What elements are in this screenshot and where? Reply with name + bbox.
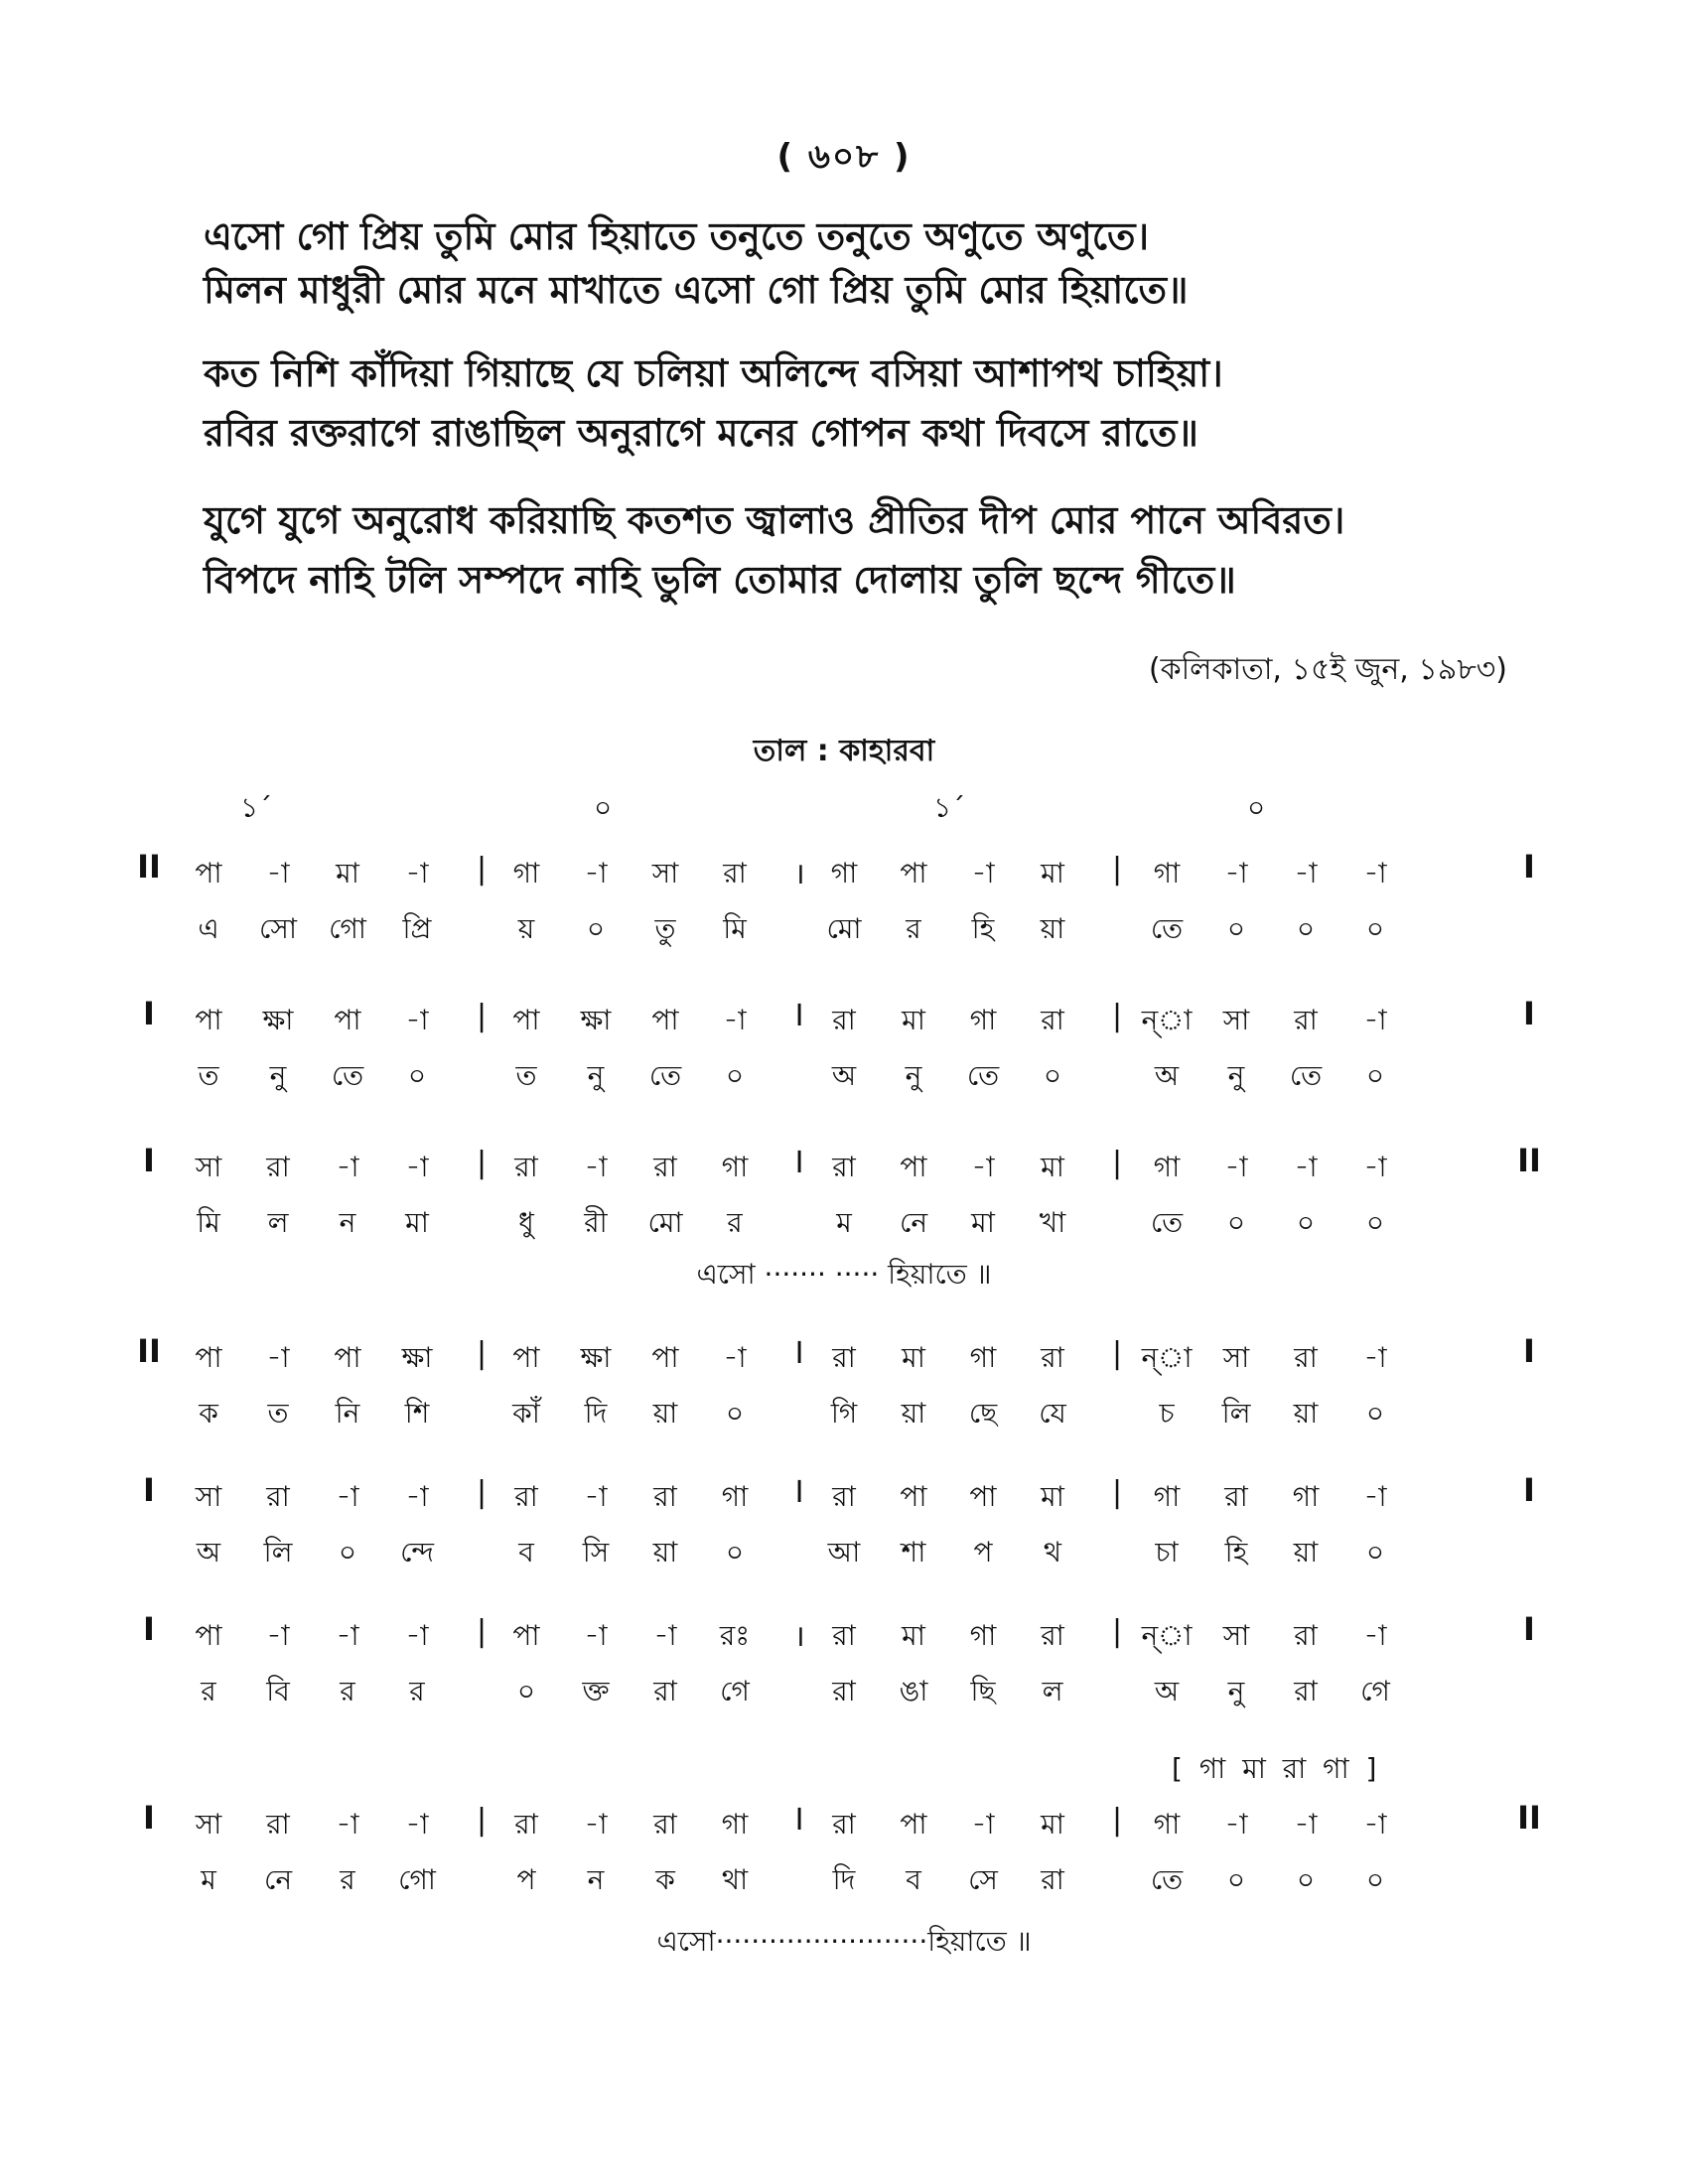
swara-note: সা xyxy=(195,1151,222,1183)
swara-note: গা xyxy=(969,1341,997,1374)
swara-note: -া xyxy=(584,1808,608,1841)
swara-note: -া xyxy=(405,857,429,889)
lyric-syllable: নে xyxy=(899,1206,928,1239)
lyric-syllable: তে xyxy=(1150,1206,1184,1239)
swara-note: -া xyxy=(405,1480,429,1513)
lyric-syllable-row xyxy=(149,899,1549,955)
beat-separator: । xyxy=(793,1619,805,1654)
swara-note: পা xyxy=(900,1151,927,1183)
swara-note: গা xyxy=(1153,857,1181,889)
lyric-syllable: রা xyxy=(832,1675,856,1707)
swara-note: গা xyxy=(1153,1808,1181,1841)
lyric-line-2: মিলন মাধুরী মোর মনে মাখাতে এসো গো প্রিয় তুমি মোর হিয়াতে॥ xyxy=(204,268,1189,312)
lyric-syllable: তে xyxy=(648,1059,682,1092)
lyric-syllable: ঙা xyxy=(899,1675,928,1707)
swara-note: -া xyxy=(1363,857,1387,889)
swara-note: -া xyxy=(336,1808,359,1841)
swara-note: মা xyxy=(902,1341,925,1374)
swara-row xyxy=(143,1467,1549,1523)
notation-block-2 xyxy=(143,991,1549,1102)
swara-note: পা xyxy=(334,1341,361,1374)
lyric-syllable: তে xyxy=(1289,1059,1323,1092)
swara-note: রা xyxy=(1294,1619,1318,1652)
beat-separator: I xyxy=(794,1336,804,1371)
lyric-syllable: মা xyxy=(971,1206,995,1239)
beat-marks xyxy=(0,786,1688,826)
end-barline: I xyxy=(1523,1332,1535,1370)
end-barline: II xyxy=(1517,1142,1541,1179)
swara-note: গা xyxy=(1153,1480,1181,1513)
swara-note: রা xyxy=(653,1808,677,1841)
swara-note: পা xyxy=(195,1619,222,1652)
swara-note: রা xyxy=(1041,1341,1064,1374)
lyric-syllable: নি xyxy=(335,1397,360,1430)
start-barline: I xyxy=(143,1610,155,1648)
swara-note: রা xyxy=(832,1619,856,1652)
lyric-syllable: মো xyxy=(647,1206,683,1239)
refrain-note-1: এসো ······· ····· হিয়াতে ॥ xyxy=(696,1258,992,1291)
lyric-syllable: শি xyxy=(404,1397,430,1430)
swara-note: পা xyxy=(900,1480,927,1513)
notation-block-1 xyxy=(137,844,1549,955)
swara-note: পা xyxy=(651,1004,679,1036)
swara-note: পা xyxy=(900,857,927,889)
swara-note: -া xyxy=(405,1151,429,1183)
lyric-syllable: য়া xyxy=(1040,912,1065,945)
beat-mark-3: ১´ xyxy=(933,791,966,824)
swara-note: -া xyxy=(1294,857,1318,889)
notation-block-7 xyxy=(143,1795,1549,1906)
swara-note: পা xyxy=(195,1341,222,1374)
lyric-syllable: ০ xyxy=(725,1397,745,1430)
lyric-syllable: ০ xyxy=(1365,1863,1385,1896)
lyric-syllable: আ xyxy=(827,1536,861,1569)
lyric-syllable-row xyxy=(149,1523,1549,1578)
swara-note: ক্ষা xyxy=(262,1004,294,1036)
swara-note: -া xyxy=(1363,1619,1387,1652)
lyric-syllable-row xyxy=(149,1193,1549,1249)
swara-note: পা xyxy=(195,857,222,889)
lyric-syllable: ০ xyxy=(725,1536,745,1569)
swara-note: -া xyxy=(1363,1151,1387,1183)
swara-note: রা xyxy=(514,1480,538,1513)
lyric-syllable: রা xyxy=(653,1675,677,1707)
lyric-line-5: যুগে যুগে অনুরোধ করিয়াছি কতশত জ্বালাও প্রীতির দীপ মোর পানে অবিরত। xyxy=(204,498,1345,542)
lyric-syllable: হি xyxy=(1224,1536,1248,1569)
swara-note: পা xyxy=(651,1341,679,1374)
swara-note: সা xyxy=(195,1808,222,1841)
lyric-syllable: ০ xyxy=(1365,1397,1385,1430)
lyric-syllable: র xyxy=(340,1675,355,1707)
swara-note: -া xyxy=(1294,1151,1318,1183)
lyric-syllable: য়া xyxy=(652,1536,678,1569)
swara-note: পা xyxy=(512,1004,540,1036)
lyric-syllable: রী xyxy=(584,1206,608,1239)
lyric-syllable: থ xyxy=(1043,1536,1062,1569)
swara-note: গা xyxy=(721,1808,749,1841)
swara-note: -া xyxy=(336,1480,359,1513)
lyric-syllable: ০ xyxy=(516,1675,536,1707)
lyric-syllable: চ xyxy=(1159,1397,1175,1430)
swara-row xyxy=(143,1138,1549,1193)
refrain-note-2: এসো························হিয়াতে ॥ xyxy=(656,1925,1032,1958)
beat-separator: | xyxy=(476,999,488,1033)
swara-note: সা xyxy=(1222,1341,1250,1374)
lyric-syllable: য়া xyxy=(652,1397,678,1430)
beat-separator: । xyxy=(793,857,805,891)
lyric-syllable: থা xyxy=(721,1863,749,1896)
lyric-syllable: বি xyxy=(266,1675,290,1707)
beat-separator: | xyxy=(476,852,488,887)
swara-note: রা xyxy=(832,1480,856,1513)
lyric-syllable: ০ xyxy=(338,1536,357,1569)
lyric-syllable: নে xyxy=(263,1863,293,1896)
swara-note: গা xyxy=(721,1480,749,1513)
beat-separator: | xyxy=(1111,1146,1123,1180)
swara-note: মা xyxy=(1041,1480,1064,1513)
lyric-syllable: নু xyxy=(587,1059,605,1092)
swara-note: -া xyxy=(1363,1341,1387,1374)
lyric-syllable: নু xyxy=(905,1059,922,1092)
swara-row xyxy=(143,991,1549,1046)
swara-note: রা xyxy=(1224,1480,1248,1513)
lyric-syllable: ছি xyxy=(970,1675,996,1707)
swara-note: -া xyxy=(723,1341,747,1374)
swara-note: সা xyxy=(195,1480,222,1513)
swara-note: গা xyxy=(1153,1151,1181,1183)
swara-note: মা xyxy=(1041,1808,1064,1841)
lyric-syllable: খা xyxy=(1039,1206,1066,1239)
lyric-syllable: তে xyxy=(1150,1863,1184,1896)
beat-separator: I xyxy=(794,1475,804,1510)
lyric-syllable: রা xyxy=(1294,1675,1318,1707)
lyric-syllable: র xyxy=(201,1675,216,1707)
lyric-syllable: ০ xyxy=(1043,1059,1062,1092)
swara-note: -া xyxy=(723,1004,747,1036)
swara-note: -া xyxy=(584,857,608,889)
beat-mark-1: ১´ xyxy=(240,791,273,824)
swara-note: -া xyxy=(584,1480,608,1513)
lyric-syllable: র xyxy=(340,1863,355,1896)
swara-note: -া xyxy=(405,1619,429,1652)
swara-note: ন্‌া xyxy=(1141,1619,1193,1652)
beat-separator: | xyxy=(476,1475,488,1510)
notation-block-3 xyxy=(143,1138,1549,1249)
swara-note: রা xyxy=(653,1480,677,1513)
lyric-syllable: ছে xyxy=(968,1397,998,1430)
end-barline: I xyxy=(1523,1471,1535,1509)
swara-note: গা xyxy=(721,1151,749,1183)
alternate-notes: [ গা মা রা গা ] xyxy=(1172,1752,1381,1785)
swara-note: রা xyxy=(653,1151,677,1183)
swara-note: -া xyxy=(1224,1151,1248,1183)
swara-note: -া xyxy=(1224,857,1248,889)
lyric-syllable: য়া xyxy=(901,1397,926,1430)
lyric-syllable: ০ xyxy=(725,1059,745,1092)
lyric-syllable: য়া xyxy=(1293,1536,1319,1569)
swara-note: পা xyxy=(900,1808,927,1841)
start-barline: II xyxy=(137,848,161,886)
beat-separator: | xyxy=(1111,852,1123,887)
swara-note: সা xyxy=(1222,1004,1250,1036)
lyric-syllable: তু xyxy=(654,912,676,945)
swara-note: রা xyxy=(1041,1004,1064,1036)
lyric-syllable: ল xyxy=(1042,1675,1063,1707)
lyric-syllable: ন xyxy=(339,1206,356,1239)
beat-separator: | xyxy=(1111,999,1123,1033)
lyric-syllable: ত xyxy=(515,1059,537,1092)
lyric-syllable: তে xyxy=(331,1059,364,1092)
beat-separator: | xyxy=(476,1336,488,1371)
end-barline: II xyxy=(1517,1799,1541,1837)
swara-note: -া xyxy=(266,1619,290,1652)
lyric-syllable: ০ xyxy=(1226,1206,1246,1239)
lyric-syllable: দি xyxy=(584,1397,608,1430)
swara-note: -া xyxy=(266,1341,290,1374)
swara-note: পা xyxy=(334,1004,361,1036)
swara-note: -া xyxy=(405,1004,429,1036)
lyric-syllable: যে xyxy=(1039,1397,1066,1430)
beat-separator: | xyxy=(1111,1614,1123,1649)
lyric-syllable: ক xyxy=(655,1863,675,1896)
lyric-syllable: অ xyxy=(831,1059,857,1092)
lyric-syllable: ক্ত xyxy=(582,1675,610,1707)
swara-note: রা xyxy=(514,1151,538,1183)
lyric-syllable: মা xyxy=(405,1206,429,1239)
lyric-syllable: ০ xyxy=(1365,1536,1385,1569)
beat-separator: | xyxy=(1111,1475,1123,1510)
beat-separator: | xyxy=(476,1614,488,1649)
lyric-line-4: রবির রক্তরাগে রাঙাছিল অনুরাগে মনের গোপন কথা দিবসে রাতে॥ xyxy=(204,411,1198,455)
lyric-syllable: ধু xyxy=(518,1206,534,1239)
swara-note: রা xyxy=(1294,1341,1318,1374)
start-barline: I xyxy=(143,995,155,1032)
lyric-syllable: অ xyxy=(1154,1059,1180,1092)
swara-note: -া xyxy=(405,1808,429,1841)
notation-block-5 xyxy=(143,1467,1549,1578)
lyric-syllable: চা xyxy=(1155,1536,1179,1569)
swara-note: -া xyxy=(266,857,290,889)
start-barline: I xyxy=(143,1799,155,1837)
swara-note: মা xyxy=(902,1619,925,1652)
lyric-syllable: রা xyxy=(1041,1863,1064,1896)
lyric-syllable: ত xyxy=(198,1059,219,1092)
lyric-syllable-row xyxy=(149,1384,1549,1439)
beat-separator: | xyxy=(1111,1803,1123,1838)
lyric-syllable: সে xyxy=(968,1863,998,1896)
lyric-syllable: কাঁ xyxy=(512,1397,540,1430)
swara-note: -া xyxy=(1224,1808,1248,1841)
lyric-syllable: ০ xyxy=(1226,912,1246,945)
swara-note: -া xyxy=(971,1808,995,1841)
swara-row xyxy=(143,1606,1549,1662)
swara-note: -া xyxy=(1363,1004,1387,1036)
swara-note: রঃ xyxy=(719,1619,751,1652)
start-barline: I xyxy=(143,1471,155,1509)
swara-row xyxy=(143,1795,1549,1850)
beat-separator: I xyxy=(794,1146,804,1180)
lyric-syllable: র xyxy=(409,1675,425,1707)
lyric-syllable-row xyxy=(149,1046,1549,1102)
beat-separator: I xyxy=(794,999,804,1033)
lyric-syllable: ম xyxy=(201,1863,216,1896)
end-barline: I xyxy=(1523,848,1535,886)
lyric-syllable: ০ xyxy=(1226,1863,1246,1896)
swara-note: -া xyxy=(584,1619,608,1652)
lyric-syllable: নু xyxy=(1227,1675,1245,1707)
swara-note: -া xyxy=(971,857,995,889)
swara-note: রা xyxy=(266,1808,290,1841)
lyric-syllable: গে xyxy=(720,1675,750,1707)
swara-note: -া xyxy=(1294,1808,1318,1841)
swara-note: রা xyxy=(1294,1004,1318,1036)
lyric-syllable: য় xyxy=(517,912,535,945)
beat-mark-4: ০ xyxy=(1247,791,1266,824)
swara-note: মা xyxy=(1041,857,1064,889)
swara-note: -া xyxy=(336,1619,359,1652)
swara-note: -া xyxy=(336,1151,359,1183)
lyric-syllable: অ xyxy=(196,1536,221,1569)
lyric-syllable: প xyxy=(973,1536,993,1569)
lyric-syllable: গি xyxy=(830,1397,858,1430)
beat-separator: | xyxy=(476,1803,488,1838)
lyric-syllable: র xyxy=(906,912,921,945)
swara-row xyxy=(137,1328,1549,1384)
lyric-line-3: কত নিশি কাঁদিয়া গিয়াছে যে চলিয়া অলিন্দে বসিয়া আশাপথ চাহিয়া। xyxy=(204,351,1223,395)
lyric-syllable: ০ xyxy=(1365,912,1385,945)
swara-note: মা xyxy=(1041,1151,1064,1183)
lyric-syllable: এ xyxy=(198,912,219,945)
lyric-syllable: সি xyxy=(582,1536,610,1569)
swara-note: -া xyxy=(1363,1808,1387,1841)
lyric-syllable: ০ xyxy=(1296,1206,1316,1239)
end-barline: I xyxy=(1523,995,1535,1032)
beat-mark-2: ০ xyxy=(594,791,613,824)
swara-note: রা xyxy=(266,1151,290,1183)
lyric-syllable: নু xyxy=(1227,1059,1245,1092)
lyric-syllable-row xyxy=(149,1662,1549,1717)
swara-note: রা xyxy=(832,1004,856,1036)
swara-note: ক্ষা xyxy=(580,1004,612,1036)
swara-note: ক্ষা xyxy=(580,1341,612,1374)
notation-block-6 xyxy=(143,1606,1549,1717)
swara-note: সা xyxy=(651,857,679,889)
lyric-syllable-row xyxy=(149,1850,1549,1906)
lyric-syllable: দি xyxy=(832,1863,856,1896)
swara-note: রা xyxy=(266,1480,290,1513)
swara-note: রা xyxy=(832,1151,856,1183)
lyric-syllable: হি xyxy=(971,912,995,945)
end-barline: I xyxy=(1523,1610,1535,1648)
swara-note: পা xyxy=(512,1619,540,1652)
lyric-syllable: ০ xyxy=(1365,1059,1385,1092)
lyric-syllable: ০ xyxy=(1296,912,1316,945)
swara-note: -া xyxy=(653,1619,677,1652)
lyric-syllable: ত xyxy=(267,1397,289,1430)
swara-note: মা xyxy=(336,857,359,889)
lyric-syllable: ব xyxy=(518,1536,534,1569)
swara-note: গা xyxy=(969,1619,997,1652)
lyric-line-1: এসো গো প্রিয় তুমি মোর হিয়াতে তনুতে তনুতে অণুতে অণুতে। xyxy=(204,214,1150,258)
notation-block-4 xyxy=(137,1328,1549,1439)
lyric-syllable: অ xyxy=(1154,1675,1180,1707)
swara-note: রা xyxy=(832,1808,856,1841)
beat-separator: I xyxy=(794,1803,804,1838)
lyric-syllable: ০ xyxy=(1296,1863,1316,1896)
swara-note: রা xyxy=(832,1341,856,1374)
swara-note: সা xyxy=(1222,1619,1250,1652)
lyric-syllable: ল xyxy=(267,1206,289,1239)
lyric-syllable: য়া xyxy=(1293,1397,1319,1430)
swara-note: -া xyxy=(971,1151,995,1183)
lyric-syllable: লি xyxy=(1221,1397,1251,1430)
swara-note: পা xyxy=(195,1004,222,1036)
swara-note: মা xyxy=(902,1004,925,1036)
swara-note: গা xyxy=(830,857,858,889)
swara-note: গা xyxy=(1292,1480,1320,1513)
lyric-syllable: র xyxy=(727,1206,743,1239)
start-barline: I xyxy=(143,1142,155,1179)
lyric-syllable: ক xyxy=(199,1397,218,1430)
swara-note: পা xyxy=(969,1480,997,1513)
swara-note: ন্‌া xyxy=(1141,1004,1193,1036)
lyric-syllable: মি xyxy=(197,1206,220,1239)
lyric-syllable: সো xyxy=(259,912,297,945)
swara-note: রা xyxy=(514,1808,538,1841)
lyric-syllable: ০ xyxy=(407,1059,427,1092)
swara-note: রা xyxy=(723,857,747,889)
lyric-syllable: গে xyxy=(1360,1675,1390,1707)
lyric-syllable: গো xyxy=(398,1863,436,1896)
lyric-syllable: প্রি xyxy=(402,912,432,945)
lyric-syllable: ন্দে xyxy=(400,1536,434,1569)
date-line: (কলিকাতা, ১৫ই জুন, ১৯৮৩) xyxy=(1148,652,1507,687)
swara-note: পা xyxy=(512,1341,540,1374)
lyric-syllable: তে xyxy=(1150,912,1184,945)
swara-note: গা xyxy=(512,857,540,889)
lyric-syllable: গো xyxy=(329,912,366,945)
swara-note: রা xyxy=(1041,1619,1064,1652)
lyric-syllable: শা xyxy=(901,1536,926,1569)
lyric-syllable: লি xyxy=(263,1536,293,1569)
swara-note: গা xyxy=(969,1004,997,1036)
lyric-line-6: বিপদে নাহি টলি সম্পদে নাহি ভুলি তোমার দোলায় তুলি ছন্দে গীতে॥ xyxy=(204,558,1236,602)
swara-note: -া xyxy=(584,1151,608,1183)
page-number: ( ৬০৮ ) xyxy=(776,137,912,177)
tala-heading: তাল : কাহারবা xyxy=(753,734,935,768)
lyric-syllable: ০ xyxy=(1365,1206,1385,1239)
lyric-syllable: ন xyxy=(587,1863,605,1896)
swara-note: ক্ষা xyxy=(401,1341,433,1374)
swara-note: ন্‌া xyxy=(1141,1341,1193,1374)
lyric-syllable: তে xyxy=(966,1059,1000,1092)
lyric-syllable: ০ xyxy=(586,912,606,945)
lyric-syllable: ম xyxy=(836,1206,852,1239)
swara-row xyxy=(137,844,1549,899)
lyric-syllable: ব xyxy=(906,1863,921,1896)
start-barline: II xyxy=(137,1332,161,1370)
swara-note: -া xyxy=(1363,1480,1387,1513)
lyric-syllable: মি xyxy=(723,912,747,945)
beat-separator: | xyxy=(1111,1336,1123,1371)
lyric-syllable: মো xyxy=(826,912,862,945)
beat-separator: | xyxy=(476,1146,488,1180)
lyric-syllable: নু xyxy=(269,1059,287,1092)
lyric-syllable: প xyxy=(516,1863,536,1896)
